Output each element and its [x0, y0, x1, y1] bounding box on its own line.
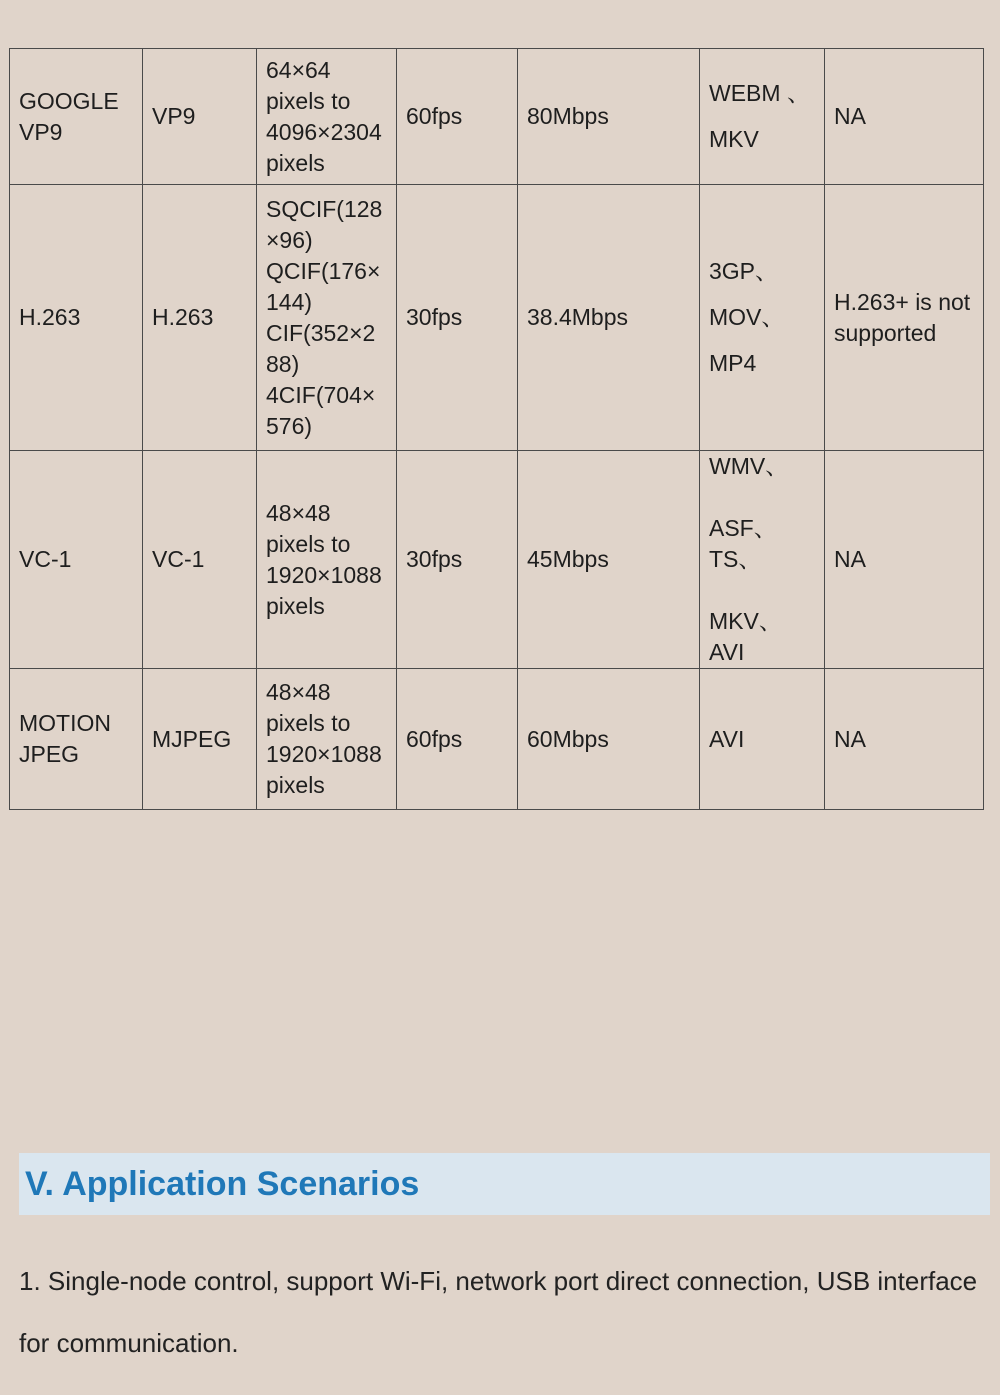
resolution-line: CIF(352×288) [266, 319, 376, 377]
resolution-line: 48×48 [266, 679, 331, 705]
bitrate-cell: 45Mbps [518, 451, 700, 669]
container-cell [700, 49, 825, 185]
resolution-cell [257, 185, 397, 451]
table-row [10, 185, 984, 451]
format-cell: VC-1 [10, 451, 143, 669]
resolution-line: pixels [266, 772, 325, 798]
resolution-line: pixels to [266, 530, 351, 557]
resolution-line: pixels to [266, 710, 351, 736]
resolution-line: pixels [266, 149, 325, 176]
resolution-line: 4096×2304 [266, 118, 382, 145]
codec-cell: MJPEG [143, 669, 257, 810]
container-cell [700, 669, 825, 810]
notes-cell: NA [825, 451, 984, 669]
container-line: AVI [709, 725, 745, 752]
format-cell: MOTION JPEG [10, 669, 143, 810]
codec-cell: H.263 [143, 185, 257, 451]
container-cell [700, 185, 825, 451]
resolution-line: 1920×1088 [266, 741, 382, 767]
container-line: MKV [709, 126, 759, 152]
notes-cell: NA [825, 49, 984, 185]
resolution-line: pixels [266, 592, 325, 619]
bitrate-cell: 80Mbps [518, 49, 700, 185]
resolution-line: 64×64 [266, 56, 331, 83]
notes-cell: H.263+ is not supported [825, 185, 984, 451]
codec-support-table [9, 48, 984, 810]
container-line: ASF、TS、 [709, 515, 777, 572]
resolution-line: QCIF(176×144) [266, 257, 381, 315]
codec-cell: VC-1 [143, 451, 257, 669]
container-line: MKV、AVI [709, 608, 782, 665]
resolution-cell [257, 451, 397, 669]
section-heading-bar [19, 1153, 990, 1215]
framerate-cell: 60fps [397, 49, 518, 185]
container-line: MOV、 [709, 304, 785, 330]
resolution-cell [257, 669, 397, 810]
resolution-line: 4CIF(704×576) [266, 381, 376, 439]
format-cell: GOOGLE VP9 [10, 49, 143, 185]
table-row [10, 451, 984, 669]
body-paragraph: 1. Single-node control, support Wi-Fi, network port direct connection, USB interface for communication. [19, 1266, 978, 1358]
container-line: WEBM 、 [709, 80, 810, 106]
codec-cell: VP9 [143, 49, 257, 185]
bitrate-cell: 60Mbps [518, 669, 700, 810]
container-line: MP4 [709, 350, 757, 376]
table-row [10, 49, 984, 185]
format-cell: H.263 [10, 185, 143, 451]
framerate-cell: 60fps [397, 669, 518, 810]
container-line: WMV、 [709, 453, 789, 479]
resolution-line: SQCIF(128×96) [266, 195, 383, 253]
framerate-cell: 30fps [397, 185, 518, 451]
resolution-line: pixels to [266, 87, 351, 114]
bitrate-cell: 38.4Mbps [518, 185, 700, 451]
notes-cell: NA [825, 669, 984, 810]
resolution-line: 48×48 [266, 499, 331, 526]
section-title: V. Application Scenarios [25, 1165, 420, 1203]
resolution-cell [257, 49, 397, 185]
table-row [10, 669, 984, 810]
framerate-cell: 30fps [397, 451, 518, 669]
resolution-line: 1920×1088 [266, 561, 382, 588]
container-line: 3GP、 [709, 258, 779, 284]
container-cell [700, 451, 825, 669]
